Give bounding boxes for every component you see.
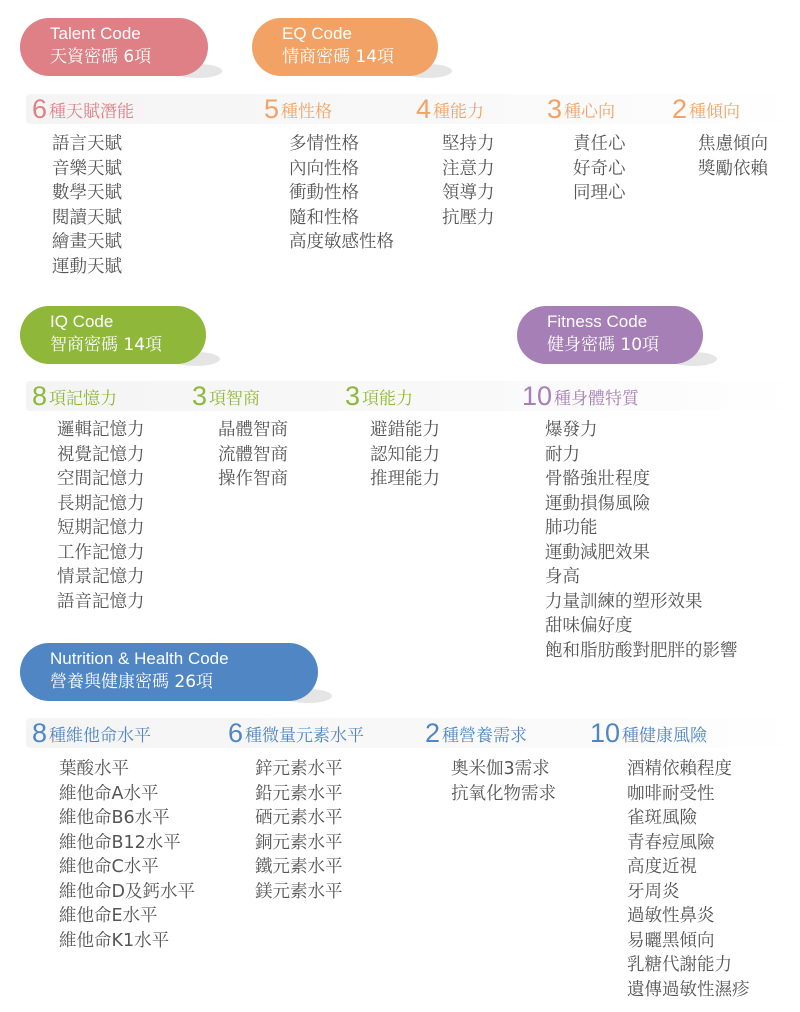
group-count: 3 [192,381,208,411]
iq-code-title: IQ Code [50,312,114,331]
list-item: 易曬黑傾向 [627,930,715,951]
list-item: 堅持力 [442,134,495,154]
list-item: 短期記憶力 [57,518,145,538]
group-label: 項記憶力 [49,389,118,409]
eq-group-1-list [442,132,495,230]
talent-code-title: Talent Code [50,24,141,43]
list-item: 維他命D及鈣水平 [59,881,195,902]
list-item: 邏輯記憶力 [57,420,145,440]
group-label: 種天賦潛能 [49,102,135,122]
list-item: 避錯能力 [370,420,440,440]
list-item: 青春痘風險 [627,832,715,853]
eq-group-1-heading [416,94,484,125]
group-count: 3 [345,381,361,411]
group-label: 項能力 [362,389,414,409]
list-item: 維他命B6水平 [59,808,170,828]
nutrition-group-3-heading [590,718,707,749]
list-item: 身高 [545,567,580,587]
iq-code-badge [20,306,206,364]
fitness-code-title: Fitness Code [547,312,648,331]
list-item: 焦慮傾向 [698,134,768,154]
iq-group-2-list [370,418,440,492]
group-count: 6 [32,94,48,124]
group-count: 8 [32,718,48,748]
list-item: 認知能力 [370,444,440,465]
group-count: 2 [672,94,688,124]
list-item: 隨和性格 [289,207,359,228]
list-item: 過敏性鼻炎 [627,906,715,926]
group-label: 種性格 [281,102,333,122]
iq-group-1-heading [192,381,260,412]
fitness-group-0-list [545,418,738,663]
nutrition-group-3-list [627,757,750,1002]
list-item: 咖啡耐受性 [627,783,715,804]
list-item: 維他命K1水平 [59,930,170,951]
group-label: 種營養需求 [442,726,528,746]
eq-group-0-list [289,132,394,255]
list-item: 晶體智商 [218,420,288,440]
list-item: 領導力 [442,183,495,203]
list-item: 雀斑風險 [627,808,697,828]
list-item: 鐵元素水平 [255,857,343,877]
group-label: 種健康風險 [622,726,708,746]
list-item: 運動天賦 [52,256,122,277]
list-item: 推理能力 [370,469,440,489]
list-item: 銅元素水平 [255,832,343,853]
nutrition-group-1-heading [228,718,364,749]
nutrition-group-0-heading [32,718,151,749]
group-count: 10 [522,381,553,411]
list-item: 流體智商 [218,444,288,465]
list-item: 葉酸水平 [59,759,129,779]
fitness-code-subtitle: 健身密碼 10項 [547,335,660,355]
group-label: 種能力 [433,102,485,122]
list-item: 維他命C水平 [59,857,159,877]
nutrition-group-2-heading [425,718,527,749]
list-item: 遺傳過敏性濕疹 [627,979,750,1000]
nutrition-code-title: Nutrition & Health Code [50,649,229,668]
group-label: 種身體特質 [554,389,640,409]
list-item: 長期記憶力 [57,493,145,514]
group-count: 6 [228,718,244,748]
list-item: 語音記憶力 [57,591,145,612]
list-item: 閱讀天賦 [52,207,122,228]
eq-group-0-heading [264,94,332,125]
list-item: 爆發力 [545,420,598,440]
list-item: 獎勵依賴 [698,158,768,179]
list-item: 甜味偏好度 [545,616,633,636]
list-item: 酒精依賴程度 [627,759,732,779]
eq-code-title: EQ Code [282,24,352,43]
list-item: 抗壓力 [442,207,495,228]
list-item: 高度敏感性格 [289,232,394,252]
list-item: 好奇心 [573,158,626,179]
eq-code-badge [252,18,438,76]
list-item: 肺功能 [545,518,598,538]
list-item: 衝動性格 [289,183,359,203]
talent-group-0-heading [32,94,134,125]
list-item: 同理心 [573,183,626,203]
iq-code-subtitle: 智商密碼 14項 [50,335,163,355]
group-label: 種傾向 [689,102,741,122]
group-label: 種維他命水平 [49,726,152,746]
group-label: 種心向 [564,102,616,122]
talent-code-subtitle: 天資密碼 6項 [50,47,152,67]
group-count: 8 [32,381,48,411]
list-item: 語言天賦 [52,134,122,154]
list-item: 飽和脂肪酸對肥胖的影響 [545,640,738,661]
group-count: 4 [416,94,432,124]
list-item: 牙周炎 [627,881,680,902]
group-label: 種微量元素水平 [245,726,365,746]
eq-code-subtitle: 情商密碼 14項 [282,47,395,67]
list-item: 抗氧化物需求 [451,783,556,804]
eq-group-3-heading [672,94,740,125]
eq-group-2-heading [547,94,615,125]
nutrition-group-1-list [255,757,343,904]
list-item: 硒元素水平 [255,808,343,828]
iq-group-0-heading [32,381,117,412]
list-item: 奧米伽3需求 [451,759,550,779]
list-item: 音樂天賦 [52,158,122,179]
group-count: 3 [547,94,563,124]
list-item: 高度近視 [627,857,697,877]
iq-group-1-list [218,418,288,492]
group-label: 項智商 [209,389,261,409]
list-item: 運動減肥效果 [545,542,650,563]
list-item: 乳糖代謝能力 [627,955,732,975]
list-item: 骨骼強壯程度 [545,469,650,489]
list-item: 視覺記憶力 [57,444,145,465]
eq-group-2-list [573,132,626,206]
fitness-code-badge [517,306,703,364]
nutrition-group-0-list [59,757,195,953]
group-count: 10 [590,718,621,748]
list-item: 多情性格 [289,134,359,154]
list-item: 鎂元素水平 [255,881,343,902]
list-item: 維他命E水平 [59,906,158,926]
group-count: 5 [264,94,280,124]
list-item: 注意力 [442,158,495,179]
list-item: 責任心 [573,134,626,154]
fitness-group-0-heading [522,381,639,412]
nutrition-code-badge [20,643,318,701]
group-count: 2 [425,718,441,748]
list-item: 空間記憶力 [57,469,145,489]
iq-group-2-heading [345,381,413,412]
list-item: 維他命B12水平 [59,832,181,853]
talent-group-0-list [52,132,122,279]
talent-code-badge [20,18,208,76]
eq-group-3-list [698,132,768,181]
list-item: 內向性格 [289,158,359,179]
list-item: 情景記憶力 [57,567,145,587]
list-item: 運動損傷風險 [545,493,650,514]
list-item: 維他命A水平 [59,783,159,804]
list-item: 鋅元素水平 [255,759,343,779]
iq-group-0-list [57,418,145,614]
list-item: 工作記憶力 [57,542,145,563]
list-item: 力量訓練的塑形效果 [545,591,703,612]
list-item: 鉛元素水平 [255,783,343,804]
list-item: 操作智商 [218,469,288,489]
list-item: 數學天賦 [52,183,122,203]
nutrition-code-subtitle: 營養與健康密碼 26項 [50,672,214,692]
nutrition-group-2-list [451,757,556,806]
list-item: 耐力 [545,444,580,465]
list-item: 繪畫天賦 [52,232,122,252]
